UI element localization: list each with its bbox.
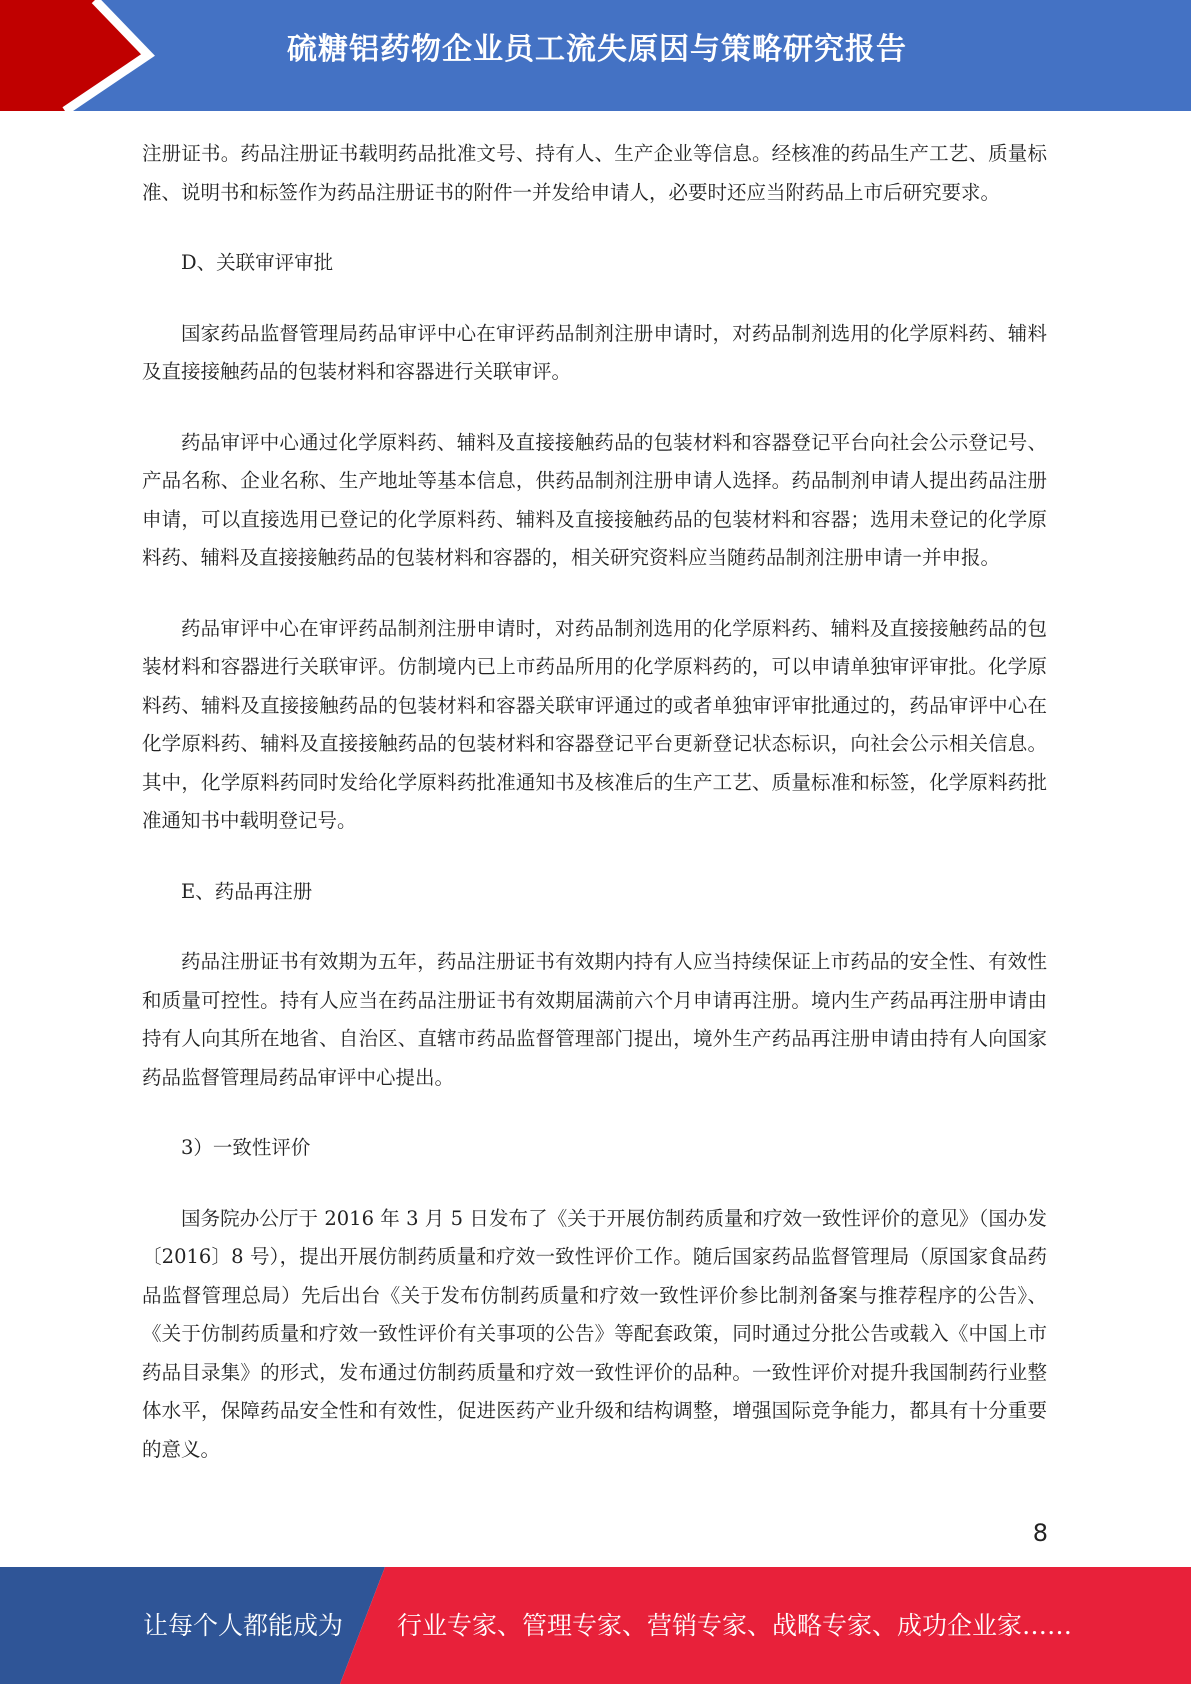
paragraph-registration-certificate: 注册证书。药品注册证书载明药品批准文号、持有人、生产企业等信息。经核准的药品生产工艺、质量标准、说明书和标签作为药品注册证书的附件一并发给申请人，必要时还应当附药品上市后研究要求。 (142, 142, 1047, 204)
section-heading-re-registration: E、药品再注册 (181, 879, 313, 903)
page-footer (0, 1567, 1191, 1684)
page-number: 8 (1032, 1519, 1048, 1547)
document-body (142, 135, 1047, 1501)
paragraph-registration-platform: 药品审评中心通过化学原料药、辅料及直接接触药品的包装材料和容器登记平台向社会公示登记号、产品名称、企业名称、生产地址等基本信息，供药品制剂注册申请人选择。药品制剂申请人提出药品注册申请，可以直接选用已登记的化学原料药、辅料及直接接触药品的包装材料和容器；选用未登记的化学原料药、辅料及直接接触药品的包装材料和容器的，相关研究资料应当随药品制剂注册申请一并申报。 (142, 430, 1047, 569)
paragraph-associated-review-intro: 国家药品监督管理局药品审评中心在审评药品制剂注册申请时，对药品制剂选用的化学原料药、辅料及直接接触药品的包装材料和容器进行关联审评。 (142, 321, 1047, 383)
paragraph-re-registration: 药品注册证书有效期为五年，药品注册证书有效期内持有人应当持续保证上市药品的安全性、有效性和质量可控性。持有人应当在药品注册证书有效期届满前六个月申请再注册。境内生产药品再注册申请由持有人向其所在地省、自治区、直辖市药品监督管理部门提出，境外生产药品再注册申请由持有人向国家药品监督管理局药品审评中心提出。 (142, 950, 1047, 1089)
footer-slogan-left: 让每个人都能成为 (143, 1611, 344, 1640)
section-heading-consistency-evaluation: 3）一致性评价 (181, 1136, 311, 1159)
paragraph-review-center: 药品审评中心在审评药品制剂注册申请时，对药品制剂选用的化学原料药、辅料及直接接触药品的包装材料和容器进行关联审评。仿制境内已上市药品所用的化学原料药的，可以申请单独审评审批。化学原料药、辅料及直接接触药品的包装材料和容器关联审评通过的或者单独审评审批通过的，药品审评中心在化学原料药、辅料及直接接触药品的包装材料和容器登记平台更新登记状态标识，向社会公示相关信息。其中，化学原料药同时发给化学原料药批准通知书及核准后的生产工艺、质量标准和标签，化学原料药批准通知书中载明登记号。 (142, 616, 1047, 832)
page-header (0, 0, 1191, 111)
footer-slogan-right: 行业专家、管理专家、营销专家、战略专家、成功企业家…… (397, 1611, 1073, 1640)
paragraph-consistency-evaluation: 国务院办公厅于 2016 年 3 月 5 日发布了《关于开展仿制药质量和疗效一致性评价的意见》（国办发〔2016〕8 号），提出开展仿制药质量和疗效一致性评价工作。随后国家药品监督管理局（原国家食品药品监督管理总局）先后出台《关于发布仿制药质量和疗效一致性评价参比制剂备案与推荐程序的公告》、《关于仿制药质量和疗效一致性评价有关事项的公告》等配套政策，同时通过分批公告或载入《中国上市药品目录集》的形式，发布通过仿制药质量和疗效一致性评价的品种。一致性评价对提升我国制药行业整体水平，保障药品安全性和有效性，促进医药产业升级和结构调整，增强国际竞争能力，都具有十分重要的意义。 (142, 1206, 1047, 1461)
section-heading-associated-review: D、关联审评审批 (181, 251, 334, 274)
report-title: 硫糖铝药物企业员工流失原因与策略研究报告 (287, 32, 907, 67)
